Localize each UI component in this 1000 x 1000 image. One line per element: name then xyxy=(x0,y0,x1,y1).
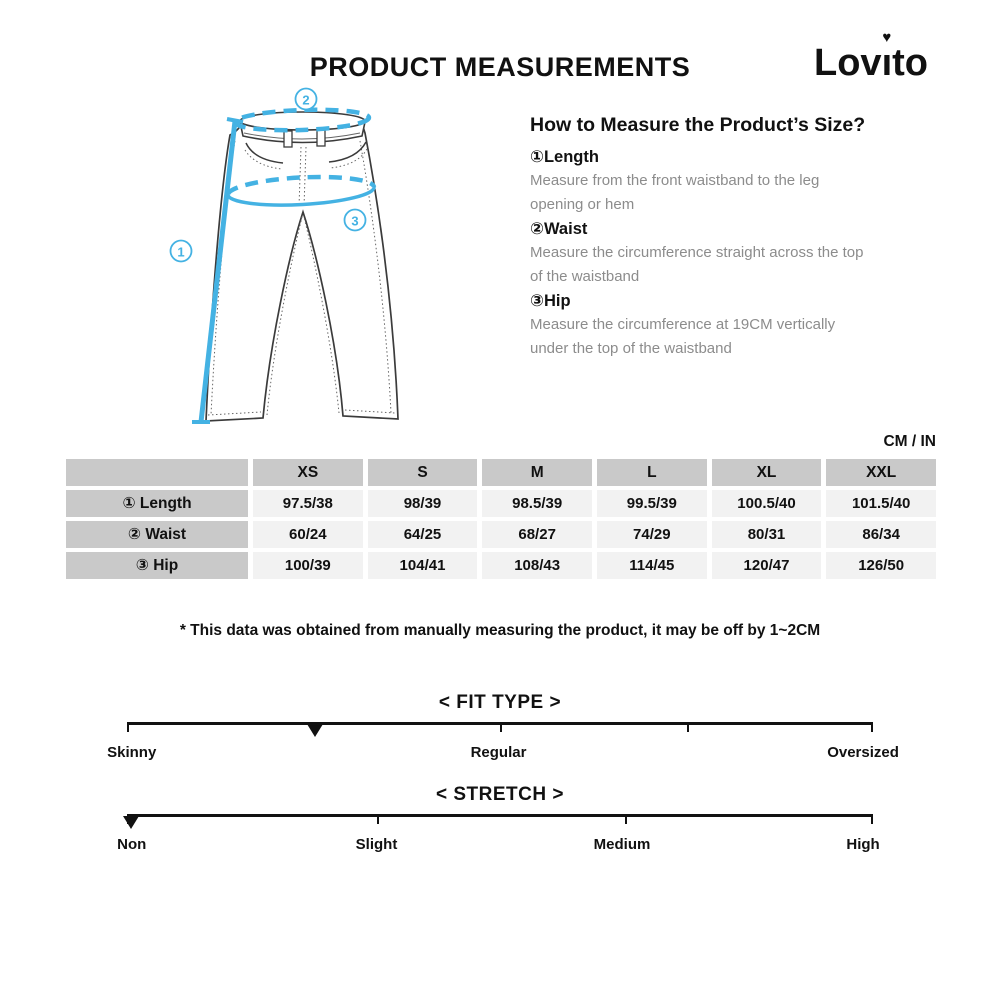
size-table xyxy=(66,459,936,579)
scale-tick xyxy=(500,722,502,732)
how-to-item-desc: Measure the circumference straight across the top of the waistband xyxy=(530,244,864,285)
stretch-marker-icon xyxy=(123,816,139,829)
table-cell: 100.5/40 xyxy=(712,490,822,517)
how-to-section xyxy=(530,114,870,360)
table-cell: 126/50 xyxy=(826,552,936,579)
table-header-cell: XL xyxy=(712,459,822,486)
table-header-cell: L xyxy=(597,459,707,486)
table-cell: 98.5/39 xyxy=(482,490,592,517)
table-cell: 60/24 xyxy=(253,521,363,548)
table-cell: 101.5/40 xyxy=(826,490,936,517)
how-to-item-label: ②Waist xyxy=(530,220,588,238)
scale-label: Medium xyxy=(593,836,651,853)
stretch-labels xyxy=(117,836,880,856)
table-row-label: ③ Hip xyxy=(66,552,248,579)
how-to-title: How to Measure the Product’s Size? xyxy=(530,114,866,136)
scale-tick xyxy=(377,814,379,824)
fit-type-labels xyxy=(107,744,899,764)
fit-type-scale xyxy=(128,722,872,725)
table-cell: 100/39 xyxy=(253,552,363,579)
how-to-item-desc: Measure from the front waistband to the leg opening or hem xyxy=(530,172,820,213)
table-row-label: ① Length xyxy=(66,490,248,517)
table-cell: 99.5/39 xyxy=(597,490,707,517)
heart-icon: ♥ xyxy=(882,29,892,46)
fit-type-title: < FIT TYPE > xyxy=(438,692,562,713)
table-cell: 108/43 xyxy=(482,552,592,579)
page-title: PRODUCT MEASUREMENTS xyxy=(309,52,691,82)
how-to-item-hip xyxy=(530,290,870,360)
brand-logo xyxy=(814,29,928,85)
table-cell: 86/34 xyxy=(826,521,936,548)
table-corner-cell xyxy=(66,459,248,486)
how-to-item-waist xyxy=(530,218,870,288)
table-header-cell: S xyxy=(368,459,478,486)
scale-label: Regular xyxy=(470,744,527,761)
scale-label: Oversized xyxy=(827,744,899,761)
mark-1-num: 1 xyxy=(177,244,185,260)
scale-label: Skinny xyxy=(107,744,157,761)
table-cell: 120/47 xyxy=(712,552,822,579)
how-to-item-length xyxy=(530,146,870,216)
table-header-cell: XS xyxy=(253,459,363,486)
scale-tick xyxy=(687,722,689,732)
table-cell: 64/25 xyxy=(368,521,478,548)
table-cell: 68/27 xyxy=(482,521,592,548)
pants-diagram xyxy=(148,85,498,445)
scale-tick xyxy=(871,814,873,824)
scale-label: Non xyxy=(117,836,147,853)
stretch-scale xyxy=(128,814,872,817)
mark-2-num: 2 xyxy=(302,92,310,108)
how-to-item-label: ③Hip xyxy=(530,292,571,310)
table-cell: 98/39 xyxy=(368,490,478,517)
scale-tick xyxy=(625,814,627,824)
scale-tick xyxy=(127,722,129,732)
pants-silhouette xyxy=(206,125,398,421)
table-header-cell: XXL xyxy=(826,459,936,486)
stretch-title: < STRETCH > xyxy=(436,784,564,805)
table-row-label: ② Waist xyxy=(66,521,248,548)
scale-label: Slight xyxy=(355,836,398,853)
table-cell: 97.5/38 xyxy=(253,490,363,517)
fit-type-marker-icon xyxy=(307,724,323,737)
mark-3-num: 3 xyxy=(351,213,359,229)
table-cell: 104/41 xyxy=(368,552,478,579)
brand-logo-i: ı ♥ xyxy=(881,29,893,84)
scale-label: High xyxy=(846,836,880,853)
table-cell: 114/45 xyxy=(597,552,707,579)
scale-tick xyxy=(871,722,873,732)
how-to-item-label: ①Length xyxy=(530,148,599,166)
footnote: * This data was obtained from manually measuring the product, it may be off by 1~2CM xyxy=(179,622,821,639)
table-cell: 74/29 xyxy=(597,521,707,548)
brand-logo-pre: Lov xyxy=(814,42,882,84)
table-header-cell: M xyxy=(482,459,592,486)
how-to-item-desc: Measure the circumference at 19CM vertically under the top of the waistband xyxy=(530,316,836,357)
table-cell: 80/31 xyxy=(712,521,822,548)
units-label: CM / IN xyxy=(883,433,936,450)
brand-logo-post: to xyxy=(892,42,928,84)
